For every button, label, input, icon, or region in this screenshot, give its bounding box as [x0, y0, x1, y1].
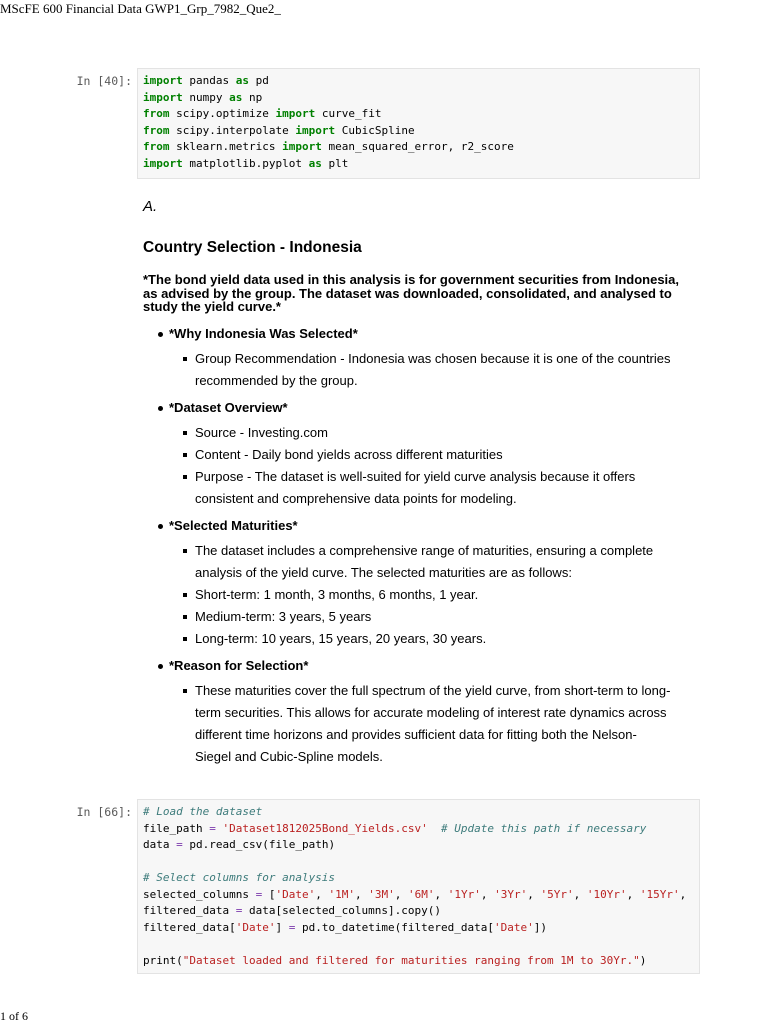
sub-bullet-item: [143, 584, 688, 606]
code-token: matplotlib.pyplot: [182, 156, 309, 170]
code-operator: =: [209, 821, 216, 835]
code-token: curve_fit: [315, 107, 382, 120]
bullet-sections: [143, 326, 688, 768]
code-line: [143, 804, 699, 821]
sub-bullet-list: [143, 540, 688, 650]
sub-bullet-line: Short-term: 1 month, 3 months, 6 months, 1 year.: [195, 587, 479, 602]
code-token: pd: [248, 74, 269, 87]
code-string: '15Yr': [639, 887, 680, 901]
code-lines: [143, 73, 699, 172]
bullet-section: [143, 518, 688, 650]
code-keyword: import: [295, 123, 336, 137]
sub-bullet-line: Group Recommendation - Indonesia was chosen because it is one of the countries: [195, 351, 671, 366]
code-token: selected_columns: [143, 887, 256, 901]
page-header-title: MScFE 600 Financial Data GWP1_Grp_7982_Que2_: [0, 1, 281, 16]
sub-bullet-line: Purpose - The dataset is well-suited for yield curve analysis because it offers: [195, 469, 636, 484]
bullet-title: *Selected Maturities*: [143, 518, 688, 533]
code-token: ): [639, 953, 647, 967]
code-keyword: import: [143, 74, 183, 87]
sub-bullet-item: [143, 422, 688, 444]
code-punct: ,: [480, 887, 495, 901]
code-punct: ,: [527, 887, 541, 901]
code-punct: ,: [354, 887, 369, 901]
code-token: ]): [533, 920, 548, 934]
code-token: data: [143, 838, 177, 851]
code-keyword: from: [143, 123, 170, 137]
code-operator: =: [235, 904, 243, 917]
code-token: pandas: [182, 74, 236, 87]
sub-bullet-line: recommended by the group.: [195, 373, 358, 388]
code-token: CubicSpline: [335, 123, 415, 137]
code-keyword: import: [282, 140, 322, 153]
code-keyword: as: [235, 74, 249, 87]
sub-bullet-line: consistent and comprehensive data points for modeling.: [195, 491, 517, 506]
section-heading: Country Selection - Indonesia: [143, 239, 362, 256]
code-keyword: import: [143, 90, 183, 104]
code-comment: # Update this path if necessary: [427, 821, 647, 835]
sub-bullet-line: Siegel and Cubic-Spline models.: [195, 749, 383, 764]
code-line: [143, 90, 699, 107]
bullet-title: *Reason for Selection*: [143, 658, 688, 673]
code-line-blank: [143, 854, 699, 871]
intro-line: *The bond yield data used in this analysis is for government securities from Indonesia,: [143, 272, 680, 287]
code-punct: ,: [315, 887, 329, 901]
sub-bullet-line: Content - Daily bond yields across different maturities: [195, 447, 503, 462]
code-string: '5Yr': [540, 887, 574, 901]
code-token: numpy: [182, 90, 230, 104]
section-label: A.: [143, 198, 158, 215]
code-cell-imports[interactable]: [137, 68, 700, 179]
code-line: [143, 887, 699, 904]
bullet-title: *Dataset Overview*: [143, 400, 688, 415]
bullet-section: [143, 326, 688, 392]
code-operator: =: [288, 920, 296, 934]
code-line: [143, 139, 699, 156]
code-string: '6M': [407, 887, 435, 901]
sub-bullet-item: [143, 606, 688, 628]
code-token: pd.read_csv(file_path): [182, 838, 336, 851]
code-line-blank: [143, 936, 699, 953]
code-string: 'Date': [235, 920, 276, 934]
code-string: '3Yr': [494, 887, 528, 901]
sub-bullet-line: Long-term: 10 years, 15 years, 20 years, 30 years.: [195, 631, 487, 646]
code-token: filtered_data: [143, 904, 236, 917]
code-token: data[selected_columns].copy(): [242, 904, 442, 917]
sub-bullet-line: different time horizons and provides sufficient data for fitting both the Nelson-: [195, 727, 637, 742]
code-keyword: as: [229, 90, 243, 104]
code-token: pd.to_datetime(filtered_data[: [295, 920, 495, 934]
code-operator: =: [176, 838, 183, 851]
code-string: '1Yr': [447, 887, 481, 901]
code-string: '10Yr': [586, 887, 627, 901]
code-token: np: [242, 90, 263, 104]
code-string: 'Dataset1812025Bond_Yields.csv': [215, 821, 428, 835]
bullet-section: [143, 400, 688, 510]
code-line: [143, 837, 699, 854]
sub-bullet-line: These maturities cover the full spectrum of the yield curve, from short-term to long-: [195, 683, 671, 698]
code-line: [143, 73, 699, 90]
cell-prompt: In [40]:: [76, 74, 132, 88]
code-token: file_path: [143, 821, 210, 835]
code-line: [143, 106, 699, 123]
code-string: "Dataset loaded and filtered for maturities ranging from 1M to 30Yr.": [182, 953, 640, 967]
intro-line: study the yield curve.*: [143, 299, 281, 314]
code-line: [143, 123, 699, 140]
bullet-title: *Why Indonesia Was Selected*: [143, 326, 688, 341]
intro-line: as advised by the group. The dataset was downloaded, consolidated, and analysed to: [143, 285, 672, 301]
sub-bullet-list: [143, 680, 688, 768]
code-string: 'Date': [275, 887, 316, 901]
code-comment: # Load the dataset: [143, 805, 263, 818]
sub-bullet-line: analysis of the yield curve. The selected maturities are as follows:: [195, 565, 572, 580]
code-operator: =: [255, 887, 263, 901]
code-token: filtered_data[: [143, 920, 236, 934]
code-punct: ,: [573, 887, 587, 901]
code-punct: ,: [434, 887, 448, 901]
code-punct: ,: [394, 887, 408, 901]
code-token: scipy.interpolate: [169, 123, 296, 137]
code-line: [143, 953, 699, 970]
code-keyword: as: [308, 156, 322, 170]
sub-bullet-line: term securities. This allows for accurate modeling of interest rate dynamics across: [195, 705, 667, 720]
sub-bullet-list: [143, 348, 688, 392]
code-keyword: import: [143, 156, 183, 170]
sub-bullet-item: [143, 466, 688, 510]
code-cell-load-dataset[interactable]: [137, 799, 700, 974]
code-token: mean_squared_error, r2_score: [321, 140, 514, 153]
sub-bullet-line: The dataset includes a comprehensive range of maturities, ensuring a complete: [195, 543, 654, 558]
code-line: [143, 903, 699, 920]
code-line: [143, 156, 699, 173]
code-token: ]: [275, 920, 289, 934]
code-line: [143, 870, 699, 887]
sub-bullet-item: [143, 628, 688, 650]
code-token: sklearn.metrics: [169, 140, 283, 153]
code-token: scipy.optimize: [169, 107, 276, 120]
code-punct: ,: [679, 887, 693, 901]
code-punct: ,: [626, 887, 640, 901]
sub-bullet-item: [143, 540, 688, 584]
bullet-section: [143, 658, 688, 768]
code-keyword: from: [143, 107, 170, 120]
cell-prompt: In [66]:: [76, 805, 132, 819]
sub-bullet-item: [143, 348, 688, 392]
code-keyword: from: [143, 140, 170, 153]
code-line: [143, 821, 699, 838]
code-line: [143, 920, 699, 937]
code-string: '1M': [328, 887, 355, 901]
code-token: plt: [321, 156, 349, 170]
sub-bullet-line: Source - Investing.com: [195, 425, 328, 440]
code-token: print(: [143, 953, 183, 967]
sub-bullet-list: [143, 422, 688, 510]
code-string: '3M': [368, 887, 395, 901]
sub-bullet-line: Medium-term: 3 years, 5 years: [195, 609, 372, 624]
page-number: 1 of 6: [0, 1009, 28, 1023]
sub-bullet-item: [143, 444, 688, 466]
code-keyword: import: [275, 107, 316, 120]
code-comment: # Select columns for analysis: [143, 871, 336, 884]
intro-paragraph: [143, 273, 688, 314]
sub-bullet-item: [143, 680, 688, 768]
code-token: [: [262, 887, 276, 901]
code-string: 'Date': [494, 920, 534, 934]
